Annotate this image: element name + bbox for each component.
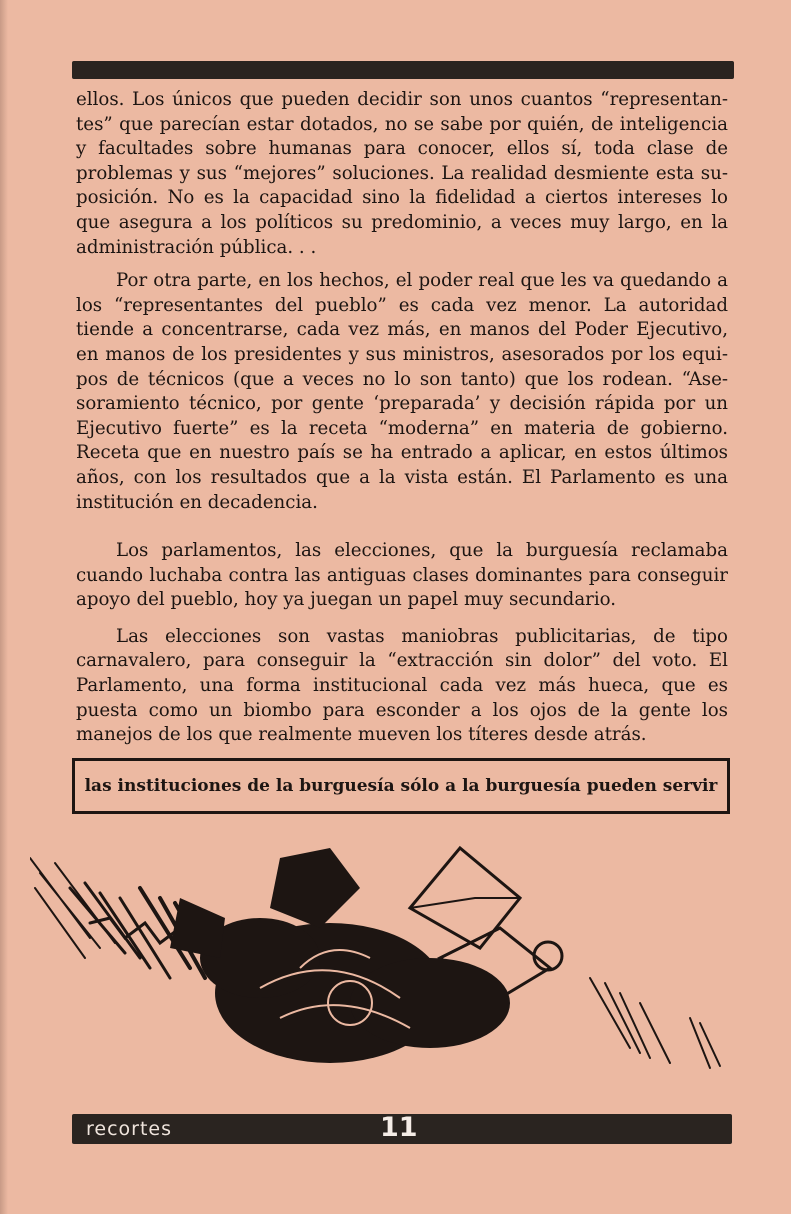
ink-sketch-illustration [30,828,730,1078]
slogan-box [72,758,730,814]
slogan-text: las instituciones de la burguesía sólo a la burguesía pueden servir [84,776,718,796]
paragraph-3: Los parlamentos, las elecciones, que la burguesía reclamaba cuando luchaba contra las antiguas clases dominantes para conseguir apoyo del pueblo, hoy ya juegan un papel muy secundario. [76,540,728,611]
body-text [76,88,728,748]
page-edge-shadow [0,0,8,1214]
footer-magazine-label: recortes [86,1118,173,1140]
paragraph-2: Por otra parte, en los hechos, el poder real que les va quedando a los “representantes del pueblo” es cada vez menor. La autoridad tiende a concentrarse, cada vez más, en manos del Poder Ejecutivo, en manos de los presidentes y sus ministros, asesorados por los equipos de técnicos (que a veces no lo son tanto) que los rodean. “Asesoramiento técnico, por gente ‘preparada’ y decisión rápida por un Ejecutivo fuerte” es la receta “moderna” en materia de gobierno. Receta que en nuestro país se ha entrado a aplicar, en estos últimos años, con los resultados que a la vista están. El Parlamento es una institución en decadencia. [76,270,728,513]
paragraph-1: ellos. Los únicos que pueden decidir son unos cuantos “representantes” que parecían estar dotados, no se sabe por quién, de inteligencia y facultades sobre humanas para conocer, ellos sí, toda clase de problemas y sus “mejores” soluciones. La realidad desmiente esta suposición. No es la capacidad sino la fidelidad a ciertos intereses lo que asegura a los políticos su predominio, a veces muy largo, en la administración pública. . . [76,89,728,258]
header-rule-bar [72,61,734,79]
paragraph-4: Las elecciones son vastas maniobras publicitarias, de tipo carnavalero, para conseguir la “extracción sin dolor” del voto. El Parlamento, una forma institucional cada vez más hueca, que es puesta como un biombo para esconder a los ojos de la gente los manejos de los que realmente mueven los títeres desde atrás. [76,625,728,746]
page-number: 11 [380,1112,418,1143]
